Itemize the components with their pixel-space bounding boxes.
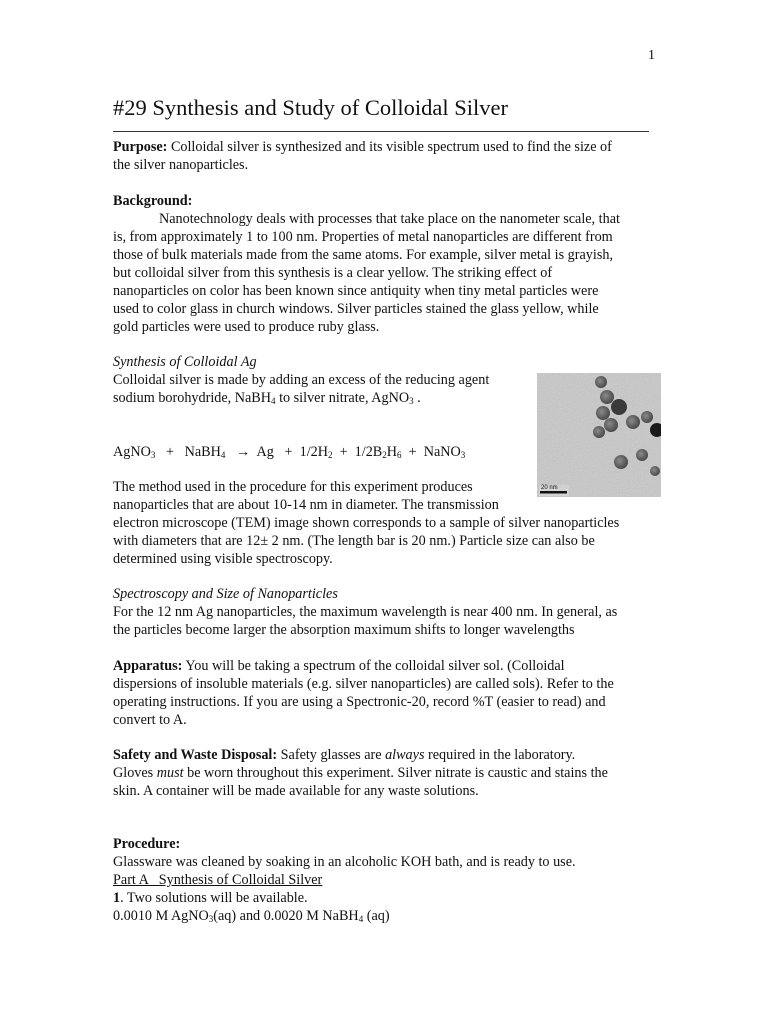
apparatus-line-4: convert to A. [113,712,187,728]
step-1: 1. Two solutions will be available. [113,890,308,906]
procedure-heading: Procedure: [113,836,181,852]
page-title: #29 Synthesis and Study of Colloidal Silver [113,95,509,120]
safety-line-2: Gloves must be worn throughout this experiment. Silver nitrate is caustic and stains the [113,765,608,781]
apparatus-line-1: Apparatus: You will be taking a spectrum of the colloidal silver sol. (Colloidal [113,658,565,674]
method-line-3: electron microscope (TEM) image shown corresponds to a sample of silver nanoparticles [113,515,620,531]
title-rule [113,131,649,132]
safety-label: Safety and Waste Disposal: [113,747,278,763]
part-a-heading: Part A Synthesis of Colloidal Silver [113,872,323,888]
purpose-line-2: the silver nanoparticles. [113,157,249,173]
background-heading: Background: [113,193,193,209]
solutions-line: 0.0010 M AgNO$_3$(aq) and 0.0020 M NaBH$_4$ (aq) [113,908,390,924]
spectroscopy-line-1: For the 12 nm Ag nanoparticles, the maximum wavelength is near 400 nm. In general, as [113,604,618,620]
synthesis-line-2: sodium borohydride, NaBH$_4$ to silver nitrate, AgNO$_3$ . [113,390,421,406]
tem-image [537,373,661,497]
procedure-line-1: Glassware was cleaned by soaking in an alcoholic KOH bath, and is ready to use. [113,854,576,870]
method-line-4: with diameters that are 12± 2 nm. (The length bar is 20 nm.) Particle size can also be [113,533,595,549]
purpose-line-1: Purpose: Colloidal silver is synthesized and its visible spectrum used to find the size of [113,139,612,155]
safety-line-3: skin. A container will be made available for any waste solutions. [113,783,479,799]
method-line-5: determined using visible spectroscopy. [113,551,333,567]
background-line-7: gold particles were used to produce ruby glass. [113,319,380,335]
synthesis-heading: Synthesis of Colloidal Ag [113,354,257,370]
apparatus-line-2: dispersions of insoluble materials (e.g. silver nanoparticles) are called sols). Refer to the [113,676,614,692]
background-line-2: is, from approximately 1 to 100 nm. Properties of metal nanoparticles are different from [113,229,613,245]
apparatus-line-3: operating instructions. If you are using a Spectronic-20, record %T (easier to read) and [113,694,606,710]
spectroscopy-heading: Spectroscopy and Size of Nanoparticles [113,586,338,602]
apparatus-label: Apparatus: [113,658,183,674]
method-line-2: nanoparticles that are about 10-14 nm in diameter. The transmission [113,497,499,513]
scale-bar [540,491,567,494]
background-line-1: Nanotechnology deals with processes that take place on the nanometer scale, that [159,211,620,227]
background-line-6: used to color glass in church windows. Silver particles stained the glass yellow, while [113,301,599,317]
safety-line-1: Safety and Waste Disposal: Safety glasses are always required in the laboratory. [113,747,576,763]
background-line-3: those of bulk materials made from the same atoms. For example, silver metal is grayish, [113,247,613,263]
page-number: 1 [648,48,655,63]
synthesis-line-1: Colloidal silver is made by adding an excess of the reducing agent [113,372,490,388]
method-line-1: The method used in the procedure for this experiment produces [113,479,473,495]
scale-bar-label: 20 nm [541,485,558,491]
spectroscopy-line-2: the particles become larger the absorption maximum shifts to longer wavelengths [113,622,575,638]
background-line-5: nanoparticles on color has been known since antiquity when tiny metal particles were [113,283,599,299]
purpose-label: Purpose: [113,139,168,155]
reaction-equation: AgNO$_3$ + NaBH$_4$ → $Ag + 1/2H_2 + 1/2B_2H_6$ + NaNO$_3$ [113,444,466,460]
background-line-4: but colloidal silver from this synthesis is a clear yellow. The striking effect of [113,265,553,281]
